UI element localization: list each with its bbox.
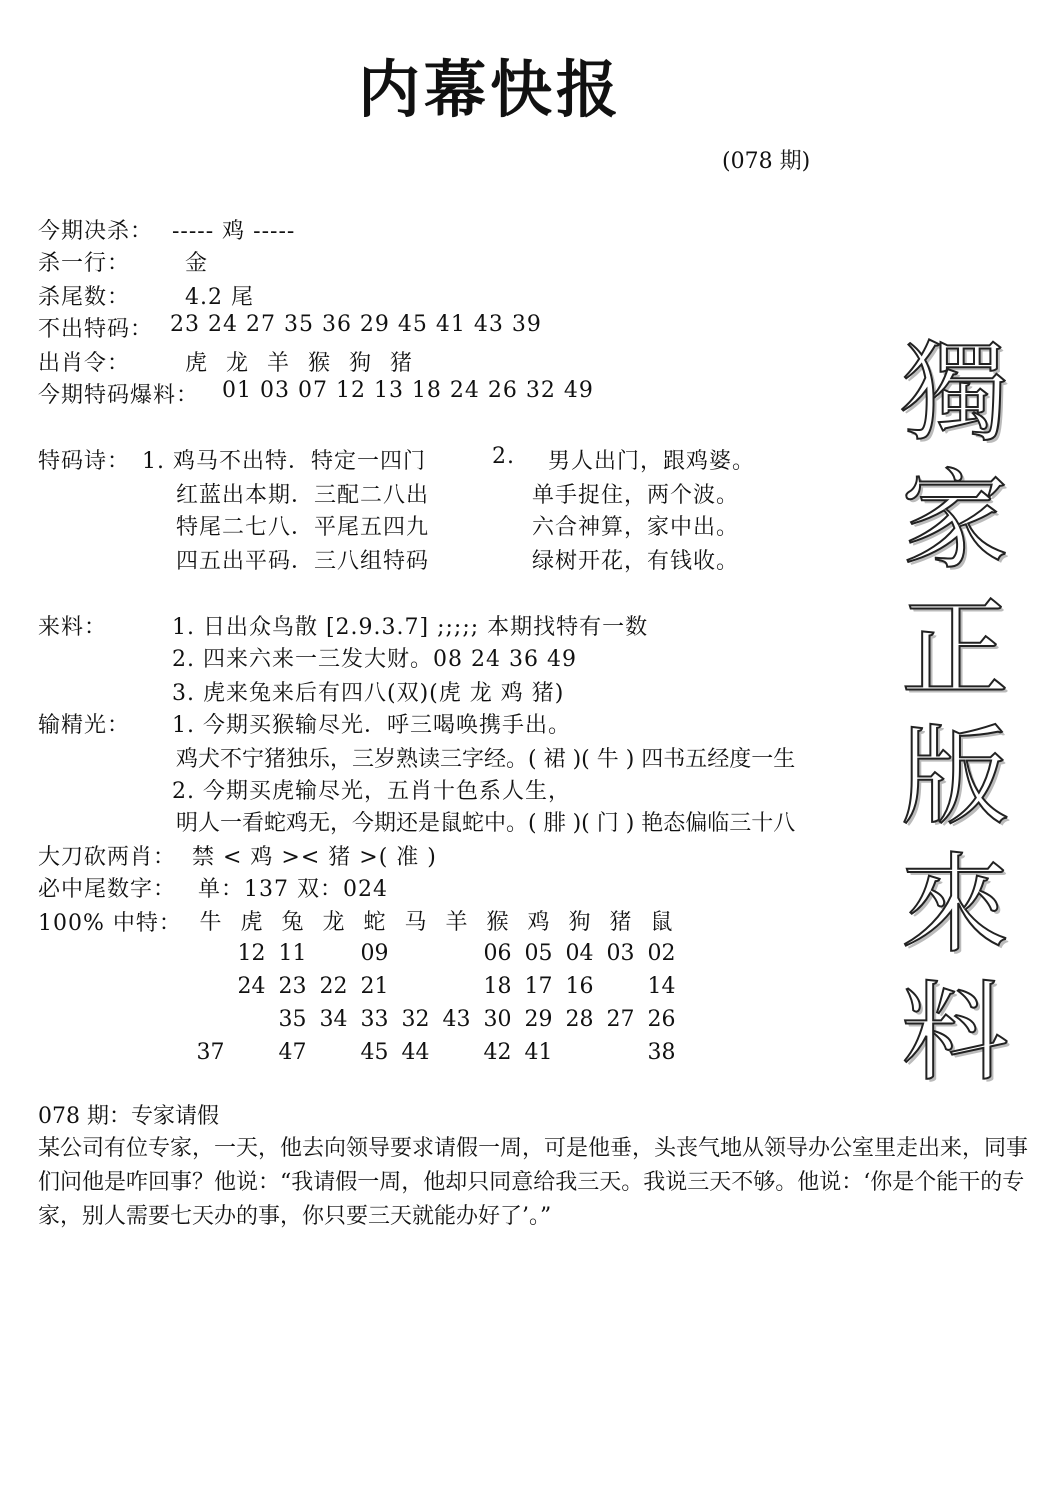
- lose-line: 1. 今期买猴输尽光．呼三喝唤携手出。: [172, 713, 571, 738]
- zodiac-number-row: [190, 1003, 682, 1036]
- source-label: 来料：: [38, 615, 108, 640]
- poem-right-line: 男人出门，跟鸡婆。: [548, 449, 756, 474]
- story-title: 078 期：专家请假: [38, 1104, 219, 1129]
- zodiac-number-cell: 27: [606, 1007, 635, 1032]
- zodiac-number-cell: 22: [319, 974, 348, 999]
- side-banner-char: 版: [900, 715, 1009, 840]
- kill-label: 今期决杀：: [38, 219, 154, 244]
- zodiac-number-cell: 09: [360, 941, 389, 966]
- zodiac-number-cell: 16: [565, 974, 594, 999]
- poem-left-line: 红蓝出本期．三配二八出: [176, 483, 430, 508]
- zodiac-order-label: 出肖令：: [38, 351, 131, 376]
- zodiac-number-cell: 03: [606, 941, 635, 966]
- zodiac-number-row: [190, 937, 682, 970]
- poem-right-line: 六合神算，家中出。: [532, 515, 740, 540]
- page-title: 内幕快报: [358, 53, 623, 126]
- zodiac-number-cell: 38: [647, 1040, 676, 1065]
- zodiac-header-cell: 猴: [486, 910, 509, 935]
- zodiac-number-cell: 28: [565, 1007, 594, 1032]
- poem-right-line: 绿树开花，有钱收。: [532, 549, 740, 574]
- zodiac-header-cell: 蛇: [363, 910, 386, 935]
- story-body: 某公司有位专家，一天，他去向领导要求请假一周，可是他垂，头丧气地从领导办公室里走出来，同事们问他是咋回事？他说：“我请假一周，他却只同意给我三天。我说三天不够。他说：‘你是个能干的专家，别人需要七天办的事，你只要三天就能办好了’。”: [38, 1136, 1029, 1229]
- zodiac-order-value: 虎 龙 羊 猴 狗 猪: [185, 351, 418, 376]
- zodiac-number-cell: 11: [278, 941, 307, 966]
- zodiac-number-cell: 29: [524, 1007, 553, 1032]
- zodiac-number-cell: 34: [319, 1007, 348, 1032]
- no-special-value: 23 24 27 35 36 29 45 41 43 39: [170, 312, 542, 337]
- zodiac-number-cell: 32: [401, 1007, 430, 1032]
- big-knife-value: 禁 < 鸡 >< 猪 >( 准 ): [192, 845, 437, 870]
- zodiac-header-row: [190, 904, 682, 937]
- lose-label: 输精光：: [38, 713, 131, 738]
- leak-value: 01 03 07 12 13 18 24 26 32 49: [222, 378, 594, 403]
- poem-left-line: 四五出平码．三八组特码: [176, 549, 430, 574]
- zodiac-number-cell: 24: [237, 974, 266, 999]
- zodiac-header-cell: 狗: [568, 910, 591, 935]
- zodiac-number-cell: 30: [483, 1007, 512, 1032]
- zodiac-number-row: [190, 1036, 682, 1069]
- zodiac-header-cell: 鼠: [650, 910, 673, 935]
- zodiac-number-cell: 12: [237, 941, 266, 966]
- lose-line: 2. 今期买虎输尽光，五肖十色系人生，: [172, 779, 571, 804]
- source-item: 2. 四来六来一三发大财。08 24 36 49: [172, 647, 577, 672]
- zodiac-number-cell: 21: [360, 974, 389, 999]
- lose-line: 鸡犬不宁猪独乐，三岁熟读三字经。( 裙 )( 牛 ) 四书五经度一生: [176, 747, 796, 772]
- zodiac-header-cell: 马: [404, 910, 427, 935]
- zodiac-table-label: 100% 中特：: [38, 911, 182, 936]
- zodiac-number-cell: 02: [647, 941, 676, 966]
- zodiac-number-cell: 45: [360, 1040, 389, 1065]
- zodiac-header-cell: 鸡: [527, 910, 550, 935]
- zodiac-header-cell: 龙: [322, 910, 345, 935]
- poem-left-line: 特尾二七八．平尾五四九: [176, 515, 430, 540]
- kill-value: ----- 鸡 -----: [172, 219, 296, 244]
- zodiac-number-cell: 41: [524, 1040, 553, 1065]
- zodiac-number-cell: 37: [196, 1040, 225, 1065]
- issue-number: (078 期): [722, 149, 811, 174]
- zodiac-number-cell: 33: [360, 1007, 389, 1032]
- no-special-label: 不出特码：: [38, 317, 154, 342]
- zodiac-number-cell: 06: [483, 941, 512, 966]
- kill-tail-label: 杀尾数：: [38, 285, 131, 310]
- lose-line: 明人一看蛇鸡无，今期还是鼠蛇中。( 腓 )( 门 ) 艳态偏临三十八: [176, 811, 796, 836]
- zodiac-number-cell: 17: [524, 974, 553, 999]
- zodiac-number-cell: 43: [442, 1007, 471, 1032]
- tail-digits-value: 单：137 双：024: [198, 877, 388, 902]
- zodiac-header-cell: 猪: [609, 910, 632, 935]
- poem-left-line: 1. 鸡马不出特．特定一四门: [142, 449, 426, 474]
- zodiac-number-cell: 14: [647, 974, 676, 999]
- zodiac-number-cell: 26: [647, 1007, 676, 1032]
- zodiac-number-cell: 05: [524, 941, 553, 966]
- source-item: 3. 虎来兔来后有四八(双)(虎 龙 鸡 猪): [172, 681, 565, 706]
- zodiac-header-cell: 虎: [240, 910, 263, 935]
- zodiac-number-cell: 35: [278, 1007, 307, 1032]
- side-banner-char: 獨: [900, 331, 1009, 456]
- tail-digits-label: 必中尾数字：: [38, 877, 177, 902]
- poem-number-2: 2.: [492, 444, 515, 469]
- zodiac-number-cell: 42: [483, 1040, 512, 1065]
- zodiac-number-cell: 44: [401, 1040, 430, 1065]
- zodiac-number-cell: 47: [278, 1040, 307, 1065]
- side-banner: [880, 330, 1030, 1098]
- kill-row-value: 金: [185, 251, 209, 276]
- source-item: 1. 日出众鸟散 [2.9.3.7] ;;;;; 本期找特有一数: [172, 615, 649, 640]
- side-banner-char: 來: [900, 843, 1009, 968]
- side-banner-char: 家: [900, 459, 1009, 584]
- leak-label: 今期特码爆料：: [38, 383, 200, 408]
- side-banner-char: 正: [900, 587, 1009, 712]
- poem-label: 特码诗：: [38, 449, 131, 474]
- zodiac-header-cell: 牛: [199, 910, 222, 935]
- kill-row-label: 杀一行：: [38, 251, 131, 276]
- big-knife-label: 大刀砍两肖：: [38, 845, 177, 870]
- kill-tail-value: 4.2 尾: [185, 285, 254, 310]
- zodiac-header-cell: 羊: [445, 910, 468, 935]
- zodiac-number-row: [190, 970, 682, 1003]
- zodiac-number-cell: 04: [565, 941, 594, 966]
- side-banner-char: 料: [900, 971, 1009, 1096]
- poem-right-line: 单手捉住，两个波。: [532, 483, 740, 508]
- zodiac-number-cell: 18: [483, 974, 512, 999]
- zodiac-header-cell: 兔: [281, 910, 304, 935]
- zodiac-number-cell: 23: [278, 974, 307, 999]
- zodiac-number-table: [190, 904, 682, 1069]
